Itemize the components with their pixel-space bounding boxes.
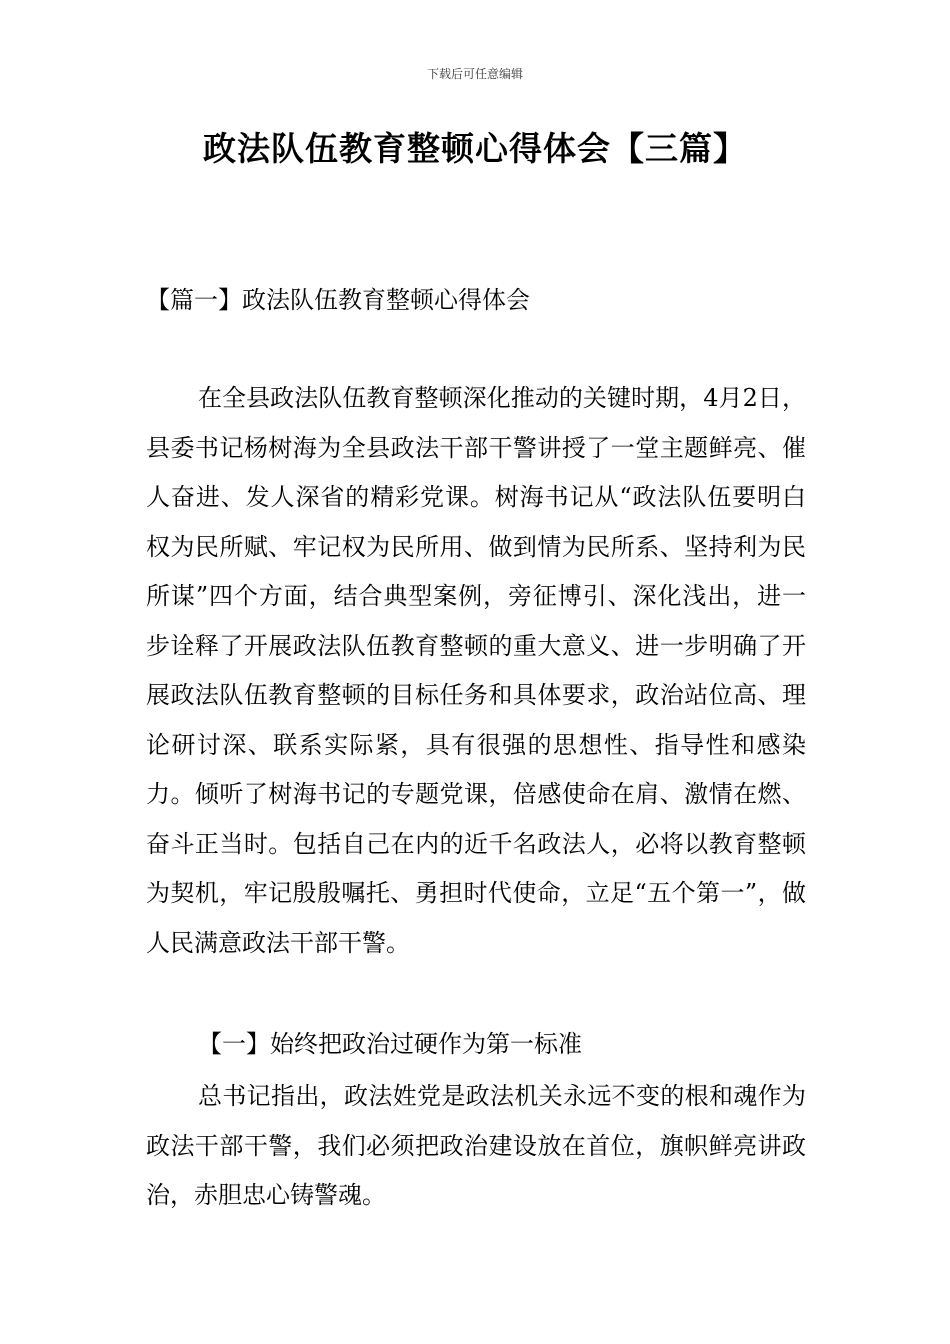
body-paragraph: 在全县政法队伍教育整顿深化推动的关键时期，4月2日，县委书记杨树海为全县政法干部干警讲授了一堂主题鲜亮、催人奋进、发人深省的精彩党课。树海书记从“政法队伍要明白权为民所赋、牢记权为民所用、做到情为民所系、坚持利为民所谋”四个方面，结合典型案例，旁征博引、深化浅出，进一步诠释了开展政法队伍教育整顿的重大意义、进一步明确了开展政法队伍教育整顿的目标任务和具体要求，政治站位高、理论研讨深、联系实际紧，具有很强的思想性、指导性和感染力。倾听了树海书记的专题党课，倍感使命在肩、激情在燃、奋斗正当时。包括自己在内的近千名政法人，必将以教育整顿为契机，牢记殷殷嘱托、勇担时代使命，立足“五个第一”，做人民满意政法干部干警。	[146, 384, 806, 957]
sub-heading: 【一】始终把政治过硬作为第一标准	[198, 1030, 582, 1058]
document-title: 政法队伍教育整顿心得体会【三篇】	[203, 129, 747, 168]
header-watermark: 下载后可任意编辑	[426, 67, 523, 81]
body-paragraph: 总书记指出，政法姓党是政法机关永远不变的根和魂作为政法干部干警，我们必须把政治建设放在首位，旗帜鲜亮讲政治，赤胆忠心铸警魂。	[146, 1082, 806, 1209]
section-heading: 【篇一】政法队伍教育整顿心得体会	[146, 286, 530, 314]
